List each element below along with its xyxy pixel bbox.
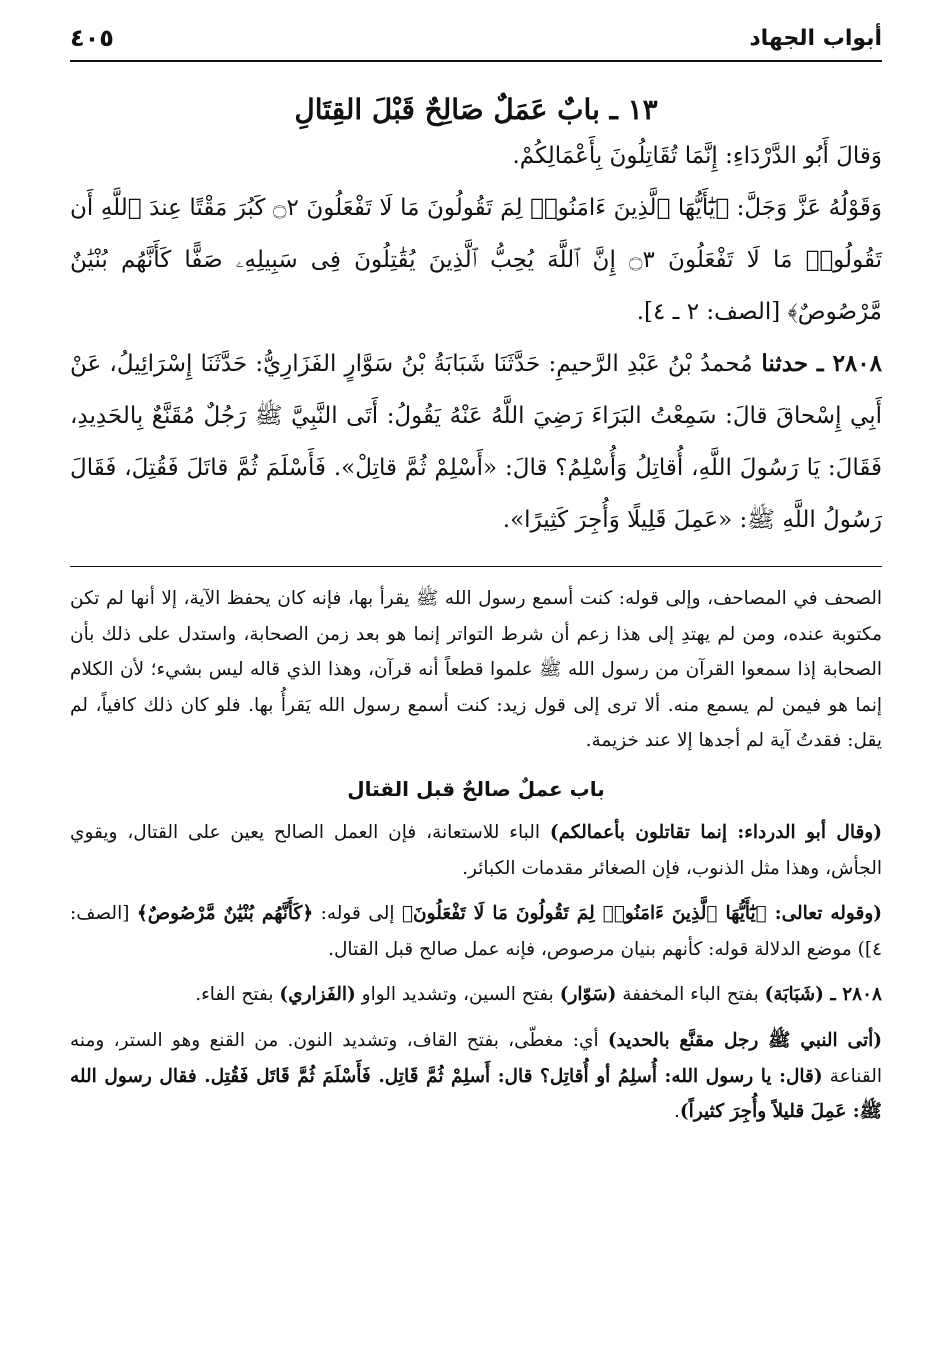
narrator-name: (سَوّار) <box>559 984 617 1006</box>
document-page <box>70 20 882 1140</box>
chapter-title: ١٣ ـ بابٌ عَمَلٌ صَالِحٌ قَبْلَ القِتَالِ <box>294 93 658 126</box>
main-paragraph-2 <box>70 182 882 338</box>
commentary-explanation: . <box>674 1101 680 1123</box>
commentary-sub-title: باب عملٌ صالحٌ قبل القتال <box>347 776 605 801</box>
commentary-quote: (أتى النبي ﷺ رجل مقنَّع بالحديد) <box>607 1029 882 1051</box>
quran-verse: ﴿يَٰٓأَيُّهَا ٱلَّذِينَ ءَامَنُوا۟ لِمَ تَقُولُونَ مَا لَا تَفْعَلُونَ﴾ <box>401 903 767 925</box>
narrator-name: (الفَزاري) <box>279 984 356 1006</box>
commentary-quote: (وقوله تعالى: <box>766 903 883 925</box>
hadith-paragraph <box>70 338 882 546</box>
quran-verse: ﴿كَأَنَّهُم بُنْيَٰنٌ مَّرْصُوصٌ﴾ <box>136 903 314 925</box>
commentary-quote: (قال: يا رسول الله: أُسلِمُ أو أُقاتِل؟ قال: أَسلِمْ ثُمَّ قَاتِل. فَأَسْلَمَ ثُمَّ قَاتَل فَقُتِل. فقال رسول الله ﷺ: عَمِلَ قليلاً وأُجِرَ كثيراً) <box>70 1065 882 1123</box>
commentary-explanation: بفتح الباء المخففة <box>616 984 765 1006</box>
quran-reference: [الصف: ٢ ـ ٤]. <box>636 299 788 325</box>
page-header <box>70 20 882 62</box>
narrator-name: (شَبَابَة) <box>764 984 824 1006</box>
commentary-explanation: بفتح الفاء. <box>195 984 280 1006</box>
commentary-paragraph-5 <box>70 1023 882 1130</box>
main-paragraph-1: وَقالَ أَبُو الدَّرْدَاءِ: إِنَّمَا تُقَاتِلُونَ بِأَعْمَالِكُمْ. <box>512 143 882 169</box>
commentary-connector: إلى قوله: <box>313 903 402 925</box>
commentary-paragraph-2 <box>70 815 882 886</box>
commentary-explanation: الباء للاستعانة، فإن العمل الصالح يعين على القتال، ويقوي الجأش، وهذا مثل الذنوب، فإن الصغائر مقدمات الكبائر. <box>70 821 882 879</box>
commentary-explanation: [الصف: ٤]) موضع الدلالة قوله: كأنهم بنيان مرصوص، فإنه عمل صالح قبل القتال. <box>70 903 882 960</box>
commentary-paragraph-3 <box>70 896 882 967</box>
commentary <box>70 581 882 1130</box>
commentary-paragraph-4 <box>70 977 882 1013</box>
page-number: ٤٠٥ <box>70 24 114 52</box>
commentary-quote: (وقال أبو الدرداء: إنما تقاتلون بأعمالكم) <box>549 821 882 843</box>
main-p2-intro: وَقَوْلُهُ عَزَّ وَجَلَّ: <box>729 195 883 221</box>
hadith-number: ٢٨٠٨ ـ حدثنا <box>752 350 882 377</box>
running-title: أبواب الجهاد <box>749 26 882 51</box>
footnote-separator <box>70 566 882 567</box>
hadith-text: مُحمدُ بْنُ عَبْدِ الرَّحيمِ: حَدَّثَنَا شَبَابَةُ بْنُ سَوَّارٍ الفَزَارِيُّ: حَدَّثَنَا إِسْرَائِيلُ، عَنْ أَبِي إِسْحاقَ قالَ: سَمِعْتُ البَرَاءَ رَضِيَ اللَّهُ عَنْهُ يَقُولُ: أَتَى النَّبِيَّ ﷺ رَجُلٌ مُقَنَّعٌ بِالحَدِيدِ، فَقَالَ: يَا رَسُولَ اللَّهِ، أُقاتِلُ وَأُسْلِمُ؟ قالَ: «أَسْلِمْ ثُمَّ قاتِلْ». فَأَسْلَمَ ثُمَّ قاتَلَ فَقُتِلَ، فَقَالَ رَسُولُ اللَّهِ ﷺ: «عَمِلَ قَلِيلًا وَأُجِرَ كَثِيرًا». <box>70 351 882 533</box>
commentary-paragraph-1: الصحف في المصاحف، وإلى قوله: كنت أسمع رسول الله ﷺ يقرأ بها، فإنه كان يحفظ الآية، إلا أنها لم تكن مكتوبة عنده، ومن لم يهتدِ إلى هذا زعم أن شرط التواتر إنما هو بعد زمن الصحابة، واستدل على ذلك بأن الصحابة إذا سمعوا القرآن من رسول الله ﷺ علموا قطعاً أنه قرآن، وهذا الذي قاله ليس بشيء؛ لأن الكلام إنما هو فيمن لم يسمع منه. ألا ترى إلى قول زيد: كنت أسمع رسول الله يَقرأُ بها. فلو كان ذلك كافياً، لم يقل: فقدتُ آية لم أجدها إلا عند خزيمة. <box>70 588 882 752</box>
main-text <box>70 130 882 546</box>
commentary-explanation: بفتح السين، وتشديد الواو <box>355 984 560 1006</box>
commentary-explanation: أي: مغطّى، بفتح القاف، وتشديد النون. من القنع وهو الستر، ومنه القناعة <box>70 1029 882 1087</box>
quran-verse: ﴿يَٰٓأَيُّهَا ٱلَّذِينَ ءَامَنُوا۟ لِمَ تَقُولُونَ مَا لَا تَفْعَلُونَ ۝٢ كَبُرَ مَقْتًا عِندَ ٱللَّهِ أَن تَقُولُوا۟ مَا لَا تَفْعَلُونَ ۝٣ إِنَّ ٱللَّهَ يُحِبُّ ٱلَّذِينَ يُقَٰتِلُونَ فِى سَبِيلِهِۦ صَفًّا كَأَنَّهُم بُنْيَٰنٌ مَّرْصُوصٌ﴾ <box>70 195 882 325</box>
hadith-number: ٢٨٠٨ ـ <box>823 984 882 1006</box>
